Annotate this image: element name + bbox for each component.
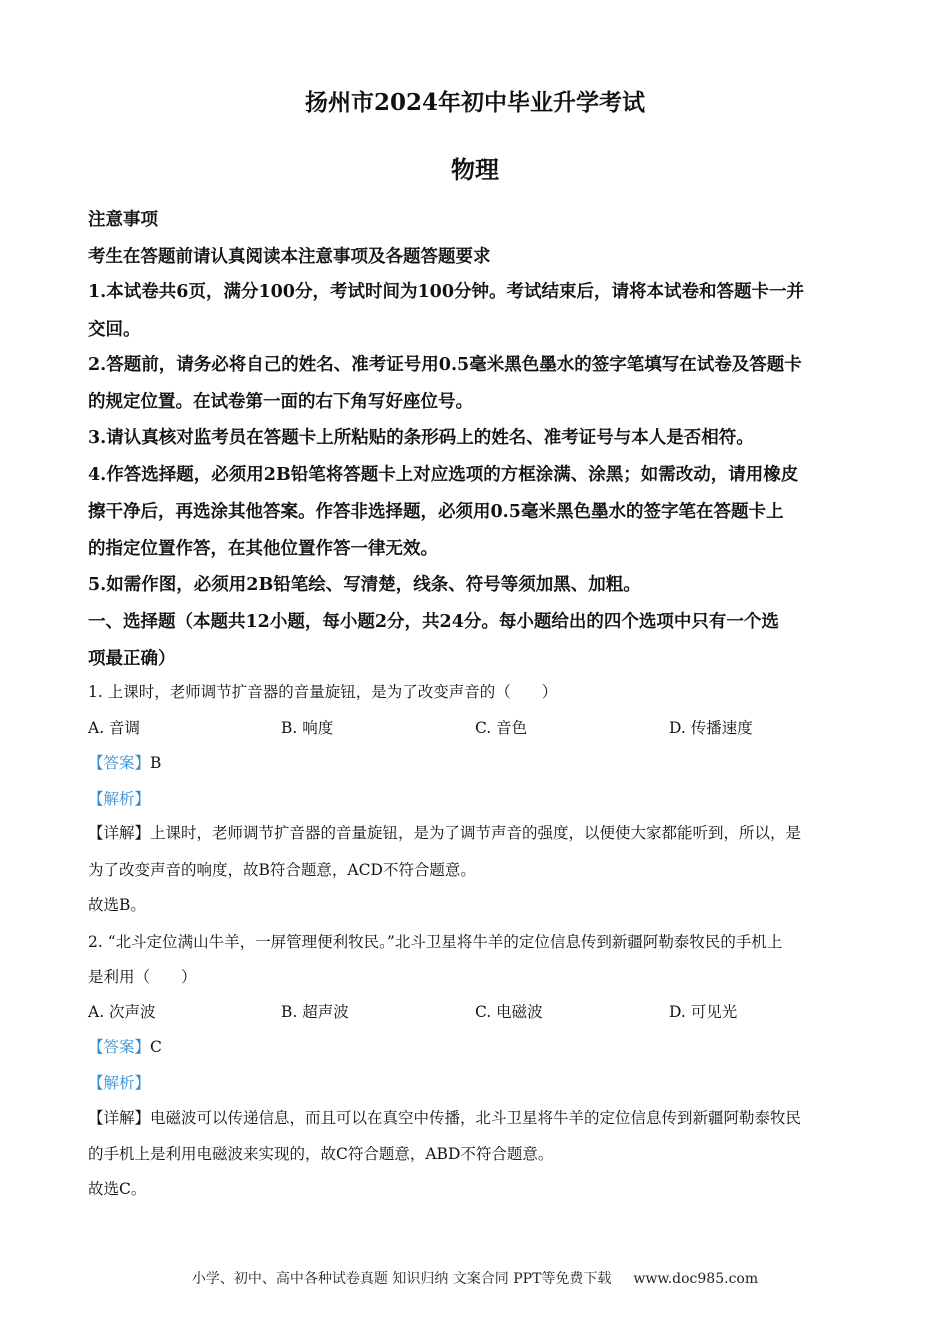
notice-item-5: 5.如需作图，必须用2B铅笔绘、写清楚，线条、符号等须加黑、加粗。 (88, 575, 641, 595)
footer-text: 小学、初中、高中各种试卷真题 知识归纳 文案合同 PPT等免费下载 (191, 1271, 612, 1287)
notice-item-2a: 2.答题前，请务必将自己的姓名、准考证号用0.5毫米黑色墨水的签字笔填写在试卷及答题卡 (88, 355, 802, 375)
notice-heading: 注意事项 (88, 210, 158, 230)
notice-item-1b: 交回。 (88, 320, 141, 340)
q2-stem-line2: 是利用（ ） (88, 968, 197, 986)
q2-detail-line1: 【详解】电磁波可以传递信息，而且可以在真空中传播，北斗卫星将牛羊的定位信息传到新疆阿勒泰牧民 (88, 1109, 802, 1127)
q2-option-b: B. 超声波 (281, 1003, 349, 1021)
q2-conclusion: 故选C。 (88, 1180, 147, 1198)
exam-title: 扬州市2024年初中毕业升学考试 (304, 89, 645, 116)
answer-tag: 【答案】 (88, 754, 151, 772)
q1-detail-line2: 为了改变声音的响度，故B符合题意，ACD不符合题意。 (88, 861, 476, 879)
notice-item-3: 3.请认真核对监考员在答题卡上所粘贴的条形码上的姓名、准考证号与本人是否相符。 (88, 428, 754, 448)
notice-item-2b: 的规定位置。在试卷第一面的右下角写好座位号。 (88, 392, 473, 412)
notice-item-4a: 4.作答选择题，必须用2B铅笔将答题卡上对应选项的方框涂满、涂黑；如需改动，请用橡皮 (88, 465, 799, 485)
notice-item-4b: 擦干净后，再选涂其他答案。作答非选择题，必须用0.5毫米黑色墨水的签字笔在答题卡上 (88, 502, 784, 522)
q1-stem: 1. 上课时，老师调节扩音器的音量旋钮，是为了改变声音的（ ） (88, 683, 558, 701)
q2-option-c: C. 电磁波 (475, 1003, 543, 1021)
q2-analysis-tag: 【解析】 (88, 1074, 151, 1092)
q1-option-b: B. 响度 (281, 719, 334, 737)
footer-link[interactable]: www.doc985.com (633, 1271, 759, 1287)
q2-detail-line2: 的手机上是利用电磁波来实现的，故C符合题意，ABD不符合题意。 (88, 1145, 554, 1163)
q2-stem-line1: 2. “北斗定位满山牛羊，一屏管理便利牧民。”北斗卫星将牛羊的定位信息传到新疆阿勒泰牧民的手机上 (88, 933, 783, 951)
q1-option-c: C. 音色 (475, 719, 528, 737)
q2-option-a: A. 次声波 (88, 1003, 156, 1021)
q1-analysis-tag: 【解析】 (88, 790, 151, 808)
q1-answer (88, 751, 868, 773)
page-footer (0, 1268, 950, 1288)
answer-tag: 【答案】 (88, 1038, 151, 1056)
q1-option-a: A. 音调 (88, 719, 141, 737)
q1-conclusion: 故选B。 (88, 896, 146, 914)
q2-answer (88, 1035, 868, 1057)
q2-option-d: D. 可见光 (669, 1003, 738, 1021)
exam-subject: 物理 (451, 155, 499, 184)
q1-option-d: D. 传播速度 (669, 719, 753, 737)
q2-answer-value: C (150, 1038, 162, 1056)
q1-answer-value: B (150, 754, 162, 772)
notice-item-1a: 1.本试卷共6页，满分100分，考试时间为100分钟。考试结束后，请将本试卷和答题卡一并 (88, 282, 805, 302)
section-heading-line1: 一、选择题（本题共12小题，每小题2分，共24分。每小题给出的四个选项中只有一个选 (88, 612, 779, 632)
section-heading-line2: 项最正确） (88, 649, 176, 669)
notice-intro: 考生在答题前请认真阅读本注意事项及各题答题要求 (88, 247, 491, 267)
q1-detail-line1: 【详解】上课时，老师调节扩音器的音量旋钮，是为了调节声音的强度，以便使大家都能听到，所以，是 (88, 824, 802, 842)
notice-item-4c: 的指定位置作答，在其他位置作答一律无效。 (88, 539, 438, 559)
